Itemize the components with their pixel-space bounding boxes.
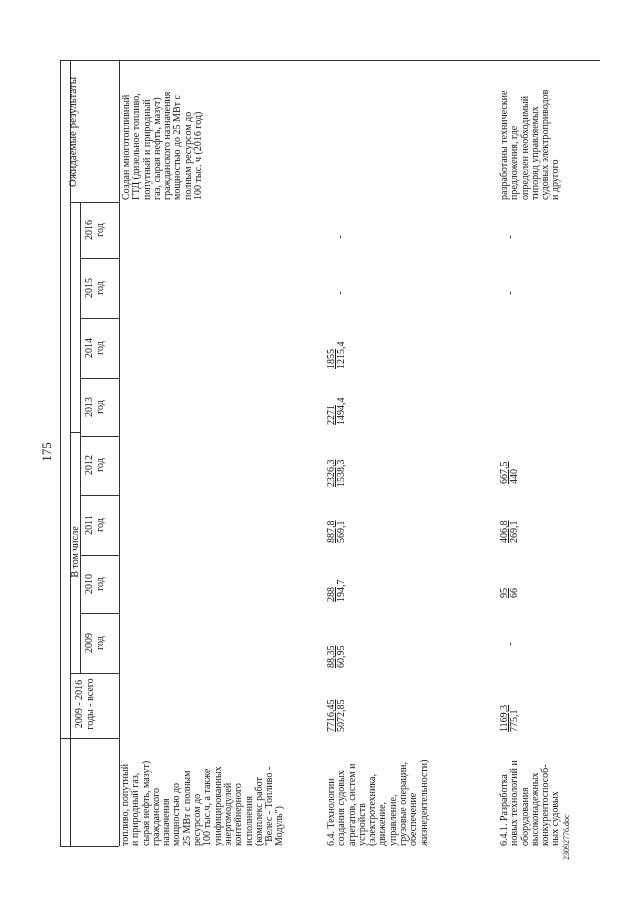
footer-filename: 23092776.doc [562, 814, 571, 860]
header-in-that-number: В том числе [70, 526, 81, 578]
row2-2009: 88,35 60,95 [326, 645, 348, 668]
years-top-line [80, 202, 81, 673]
page-number: 175 [39, 442, 54, 462]
row3-2015: - [505, 291, 516, 295]
total-col-divider [70, 673, 119, 674]
header-year-2016: 2016 [84, 220, 95, 240]
row2-2011: 887,8 569,1 [326, 520, 348, 543]
row3-total: 1169,3 775,1 [499, 704, 521, 732]
row1-result-cell: Создан многотопливный ГТД (дизельное топливо, попутный и природный газ, сырая нефть, мазут) гражданского назначения мощностью до 25 МВт с полным ресурсом до 100 тыс. ч (2016 год) [121, 91, 205, 200]
row3-2016: - [505, 235, 516, 239]
header-year-2014-god: год [95, 341, 106, 355]
header-year-2015: 2015 [84, 278, 95, 298]
header-year-2010: 2010 [84, 574, 95, 594]
year-sep-2014-2015 [80, 318, 119, 319]
row3-2012: 667,5 440 [499, 461, 521, 484]
row2-total: 7716,45 5072,85 [326, 699, 348, 732]
row3-result-cell: разработаны технические предложения, где определен необходимый типоряд управляемых судовых электроприводов и другого [499, 89, 562, 200]
row2-2014: 1855 1215,4 [326, 341, 348, 369]
row2-2016: - [335, 235, 346, 239]
header-year-2016-god: год [95, 223, 106, 237]
row1-name-cell: топливо, попутный и природный газ, сырая нефть, мазут) гражданского назначения мощностью до 25 МВт с полным ресурсом до 100 тыс.ч, а также унифицированных энергомодулей контейнерного исполнения (комплекс работ "Велес - Топливо - Модуль") [120, 760, 286, 846]
header-year-2012: 2012 [84, 455, 95, 475]
row3-2011: 406,8 269,1 [499, 520, 521, 543]
row2-2015: - [335, 291, 346, 295]
year-sep-2009-2010 [80, 613, 119, 614]
header-year-2014: 2014 [84, 338, 95, 358]
row2-2012: 2326,3 1538,3 [326, 459, 348, 487]
header-total-years: 2009 - 2016 [74, 679, 85, 729]
header-year-2012-god: год [95, 458, 106, 472]
header-total-label: годы - всего [85, 678, 96, 730]
year-sep-2011-2012 [80, 495, 119, 496]
header-year-2015-god: год [95, 281, 106, 295]
row2-name-cell: 6.4. Технологии создания судовых агрегатов, систем и устройств (электротехника, движение, управление, грузовые операции, обеспечение жизнедеятельности) [326, 759, 430, 846]
header-body-divider [119, 60, 120, 846]
table-top-border [60, 60, 600, 61]
header-year-2009: 2009 [84, 633, 95, 653]
year-sep-2012-2013 [80, 436, 119, 437]
header-year-2013: 2013 [84, 397, 95, 417]
row3-2009: - [505, 642, 516, 646]
row3-2010: 95 66 [499, 588, 521, 598]
subheader-line [70, 432, 80, 433]
header-year-2009-god: год [95, 636, 106, 650]
year-sep-2015-2016 [80, 258, 119, 259]
header-left-border [60, 60, 61, 846]
header-year-2011-god: год [95, 518, 106, 532]
name-col-divider [60, 738, 119, 739]
year-sep-2010-2011 [80, 555, 119, 556]
results-col-divider [70, 202, 119, 203]
header-year-2011: 2011 [84, 515, 95, 535]
row3-name-cell: 6.4.1. Разработка новых технологий и оборудования высоконадежных конкурентоспособ- ных судовых [499, 760, 562, 846]
header-year-2013-god: год [95, 400, 106, 414]
header-year-2010-god: год [95, 577, 106, 591]
year-sep-2013-2014 [80, 378, 119, 379]
header-expected-results: Ожидаемые результаты [67, 76, 79, 188]
row2-2013: 2271 1494,4 [326, 397, 348, 425]
header-bottom-line [60, 846, 119, 847]
row2-2010: 288 194,7 [326, 579, 348, 602]
